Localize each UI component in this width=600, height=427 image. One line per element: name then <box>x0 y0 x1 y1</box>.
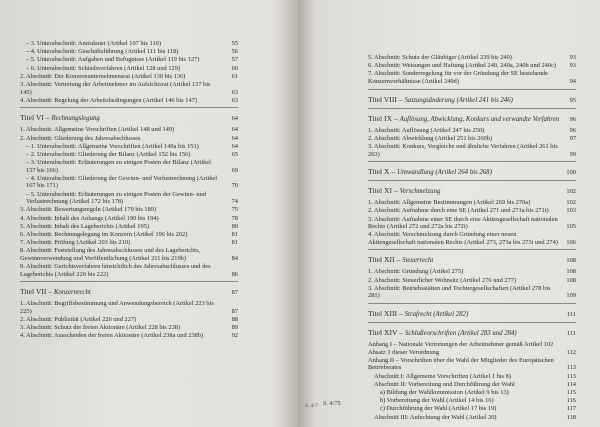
right-page <box>298 0 600 427</box>
page-number: 111 <box>566 311 576 319</box>
entry-text: – 5. Unterabschnitt: Aufgaben und Befugnisse (Artikel 119 bis 127) <box>26 56 200 64</box>
entry-text: 1. Abschnitt: Begriffsbestimmung und Anwendungsbereich (Artikel 223 bis 225) <box>20 300 214 315</box>
toc-entry <box>368 373 576 381</box>
heading-subtitle: Schlußvorschriften (Artikel 283 und 284) <box>404 330 517 338</box>
entry-text: – 1. Unterabschnitt: Allgemeine Vorschriften (Artikel 149a bis 151) <box>26 142 199 150</box>
entry-text: 3. Abschnitt: Aufnahme einer SE durch eine Aktiengesellschaft nationalen Rechts (Artikel 272 und 272a bis 272i) <box>368 215 558 231</box>
page-number: 64 <box>231 134 238 142</box>
page-number: 64 <box>231 115 238 123</box>
page-number: 112 <box>566 348 576 356</box>
toc-entry <box>20 73 238 81</box>
toc-entry <box>20 191 238 206</box>
page-number: 111 <box>566 330 576 338</box>
toc-entry <box>368 231 576 246</box>
page-number: 99 <box>569 150 576 158</box>
heading-title: Titel VII – <box>20 287 53 297</box>
toc-entry <box>20 40 238 48</box>
page-number: 105 <box>566 223 576 231</box>
entry-text: Abschnitt III: Anfechtung der Wahl (Artikel 20) <box>374 413 497 421</box>
page-number: 84 <box>231 254 238 262</box>
page-number: 70 <box>231 182 238 190</box>
section-heading <box>368 255 576 265</box>
toc-entry <box>20 239 238 247</box>
page-number: 64 <box>231 142 238 150</box>
entry-text: 3. Abschnitt: Bewertungsregeln (Artikel 179 bis 189) <box>20 206 157 214</box>
entry-text: 1. Abschnitt: Auflösung (Artikel 247 bis 250) <box>368 126 485 134</box>
table-of-contents-right <box>368 54 576 422</box>
heading-subtitle: Strafrecht (Artikel 282) <box>404 311 469 319</box>
divider <box>20 107 238 108</box>
page-number: 69 <box>231 166 238 174</box>
page-number-mark: S. 4/75 <box>323 400 341 407</box>
page-number: 115 <box>566 388 576 396</box>
entry-text: 3. Abschnitt: Betriebsstätten und Tochtergesellschaften (Artikel 278 bis 281) <box>368 284 551 300</box>
toc-entry <box>20 175 238 190</box>
entry-text: 1. Abschnitt: Gründung (Artikel 275) <box>368 268 464 276</box>
entry-text: – 5. Unterabschnitt: Erläuterungen zu einigen Posten der Gewinn- und Verlustrechnung (Artikel 172 bis 178) <box>26 190 206 206</box>
entry-text: – 4. Unterabschnitt: Geschäftsführung (Artikel 111 bis 118) <box>26 48 179 56</box>
entry-text: – 2. Unterabschnitt: Gliederung der Bilanz (Artikel 152 bis 156) <box>26 150 191 158</box>
toc-entry <box>20 215 238 223</box>
page-number: 75 <box>231 206 238 214</box>
page-number: 97 <box>569 134 576 142</box>
toc-entry <box>20 300 238 315</box>
page-number: 80 <box>231 222 238 230</box>
toc-entry <box>368 341 576 356</box>
heading-subtitle: Umwandlung (Artikel 264 bis 268) <box>397 169 492 177</box>
page-number: 93 <box>569 54 576 61</box>
page-number: 92 <box>231 332 238 340</box>
entry-text: Anhang II – Vorschriften über die Wahl der Mitglieder des Europäischen Betriebsrates <box>368 356 554 372</box>
page-number: 114 <box>566 380 576 388</box>
page-number: 55 <box>231 40 238 47</box>
page-number: 88 <box>231 316 238 324</box>
page-number: 87 <box>231 307 238 315</box>
page-number: 100 <box>566 169 576 177</box>
entry-text: 3. Abschnitt: Schutz der freien Aktionäre (Artikel 228 bis 238) <box>20 324 181 332</box>
section-heading <box>20 287 238 297</box>
toc-entry <box>368 389 576 397</box>
heading-subtitle: Rechnungslegung <box>51 115 100 123</box>
entry-text: 5. Abschnitt: Schutz der Gläubiger (Artikel 239 bis 240) <box>368 54 512 61</box>
divider <box>20 281 238 282</box>
entry-text: a) Bildung der Wahlkommission (Artikel 9 bis 13) <box>380 388 509 396</box>
entry-text: 6. Abschnitt: Rechnungslegung im Konzern (Artikel 196 bis 202) <box>20 230 188 238</box>
toc-entry <box>20 65 238 73</box>
page-number: 106 <box>566 238 576 246</box>
entry-text: 4. Abschnitt: Verschmelzung durch Gründung einer neuen Aktiengesellschaft nationalen Rechts (Artikel 273, 273a bis 273i und 274) <box>368 231 558 246</box>
page-number: 95 <box>569 96 576 104</box>
entry-text: 4. Abschnitt: Regelung der Arbeitsbedingungen (Artikel 146 bis 147) <box>20 96 197 104</box>
entry-text: 9. Abschnitt: Gerichtsverfahren hinsichtlich des Jahresabschlusses und des Lageberichts (Artikel 220 bis 222) <box>20 263 211 278</box>
page-number: 108 <box>566 276 576 284</box>
divider <box>368 108 576 109</box>
entry-text: – 3. Unterabschnitt: Erläuterungen zu einigen Posten der Bilanz (Artikel 157 bis 166) <box>26 159 211 174</box>
section-heading <box>368 95 576 105</box>
toc-entry <box>368 62 576 70</box>
divider <box>368 89 576 90</box>
toc-entry <box>20 48 238 56</box>
toc-entry <box>368 199 576 207</box>
page-number: 118 <box>566 413 576 421</box>
entry-text: Anhang I – Nationale Vertretungen der Arbeitnehmer gemäß Artikel 102 Absatz 1 dieser Verordnung <box>368 341 554 356</box>
toc-entry <box>20 143 238 151</box>
entry-text: 3. Abschnitt: Konkurs, Vergleiche und ähnliche Verfahren (Artikel 261 bis 263) <box>368 142 558 158</box>
divider <box>368 322 576 323</box>
entry-text: 6. Abschnitt: Weisungen und Haftung (Artikel 240, 240a, 240b und 240c) <box>368 62 557 70</box>
heading-title: Titel XI – <box>368 186 398 196</box>
toc-entry <box>368 207 576 215</box>
section-heading <box>20 113 238 123</box>
page-number: 108 <box>566 257 576 265</box>
page-number: 87 <box>231 289 238 297</box>
page-number: 96 <box>569 115 576 123</box>
entry-text: 2. Abschnitt: Publizität (Artikel 226 und 227) <box>20 316 137 324</box>
section-heading <box>368 114 576 124</box>
toc-entry <box>20 97 238 105</box>
entry-text: – 4. Unterabschnitt: Gliederung der Gewinn- und Verlustrechnung (Artikel 167 bis 171) <box>26 174 218 190</box>
page-number: 89 <box>231 324 238 332</box>
toc-entry <box>20 126 238 134</box>
heading-subtitle: Satzungsänderung (Artikel 241 bis 246) <box>404 96 513 104</box>
divider <box>368 161 576 162</box>
toc-entry <box>368 216 576 231</box>
divider <box>368 249 576 250</box>
toc-entry <box>368 54 576 62</box>
heading-subtitle: Verschmelzung <box>399 188 441 196</box>
entry-text: 4. Abschnitt: Inhalt des Anhangs (Artikel 190 bis 194) <box>20 214 159 222</box>
page-number: 102 <box>566 188 576 196</box>
page-number: 116 <box>566 397 576 405</box>
heading-title: Titel X – <box>368 167 396 177</box>
page-number: 113 <box>566 364 576 372</box>
toc-entry <box>368 357 576 372</box>
toc-entry <box>20 263 238 278</box>
page-number: 86 <box>231 270 238 278</box>
toc-entry <box>20 247 238 262</box>
entry-text: 8. Abschnitt: Feststellung des Jahresabschlusses und des Lageberichts, Gewinnverwendung und Veröffentlichung (Artikel 211 bis 219b) <box>20 247 201 262</box>
page-number: 117 <box>566 405 576 413</box>
page-number: 57 <box>231 56 238 64</box>
toc-entry <box>368 143 576 158</box>
toc-entry <box>20 332 238 340</box>
section-heading <box>368 309 576 319</box>
left-page <box>0 0 298 427</box>
heading-subtitle: Steuerrecht <box>402 257 434 265</box>
toc-entry <box>20 316 238 324</box>
entry-text: b) Vorbereitung der Wahl (Artikel 14 bis 16) <box>380 397 494 405</box>
section-heading <box>368 186 576 196</box>
toc-entry <box>368 381 576 389</box>
page-number: 64 <box>231 126 238 134</box>
page-number: 60 <box>231 64 238 72</box>
entry-text: 7. Abschnitt: Sonderregelung für vor der Gründung der SE bestehende Konzernverhältnisse (Artikel 240d) <box>368 70 548 85</box>
heading-title: Titel XII – <box>368 255 401 265</box>
divider <box>368 180 576 181</box>
toc-entry <box>368 135 576 143</box>
toc-entry <box>20 81 238 96</box>
toc-entry <box>20 135 238 143</box>
page-number: 108 <box>566 268 576 276</box>
entry-text: 2. Abschnitt: Steuerlicher Wohnsitz (Artikel 276 und 277) <box>368 276 517 284</box>
section-heading <box>368 167 576 177</box>
entry-text: 4. Abschnitt: Ausscheiden der freien Aktionäre (Artikel 238a und 238b) <box>20 332 204 340</box>
page-number: 61 <box>231 72 238 80</box>
page-number: 94 <box>569 77 576 85</box>
heading-title: Titel XIV – <box>368 328 404 338</box>
toc-entry <box>20 324 238 332</box>
heading-title: Titel VIII – <box>368 94 403 104</box>
entry-text: 2. Abschnitt: Aufnahme durch eine SE (Artikel 271 und 271a bis 271i) <box>368 207 549 215</box>
page-number: 102 <box>566 199 576 207</box>
entry-text: Abschnitt I: Allgemeine Vorschriften (Artikel 1 bis 8) <box>374 372 511 380</box>
divider <box>368 303 576 304</box>
page-number: 81 <box>231 230 238 238</box>
entry-text: 5. Abschnitt: Inhalt des Lageberichts (Artikel 195) <box>20 222 150 230</box>
page-number: 96 <box>569 126 576 134</box>
entry-text: – 3. Unterabschnitt: Amtsdauer (Artikel 107 bis 110) <box>26 40 162 47</box>
page-number: 63 <box>231 96 238 104</box>
section-heading <box>368 328 576 338</box>
page-number: 113 <box>566 372 576 380</box>
entry-text: 1. Abschnitt: Allgemeine Bestimmungen (Artikel 269 bis 270a) <box>368 199 531 207</box>
page-number-mark-small: S. 4/7 <box>305 403 318 409</box>
heading-subtitle: Auflösung, Abwicklung, Konkurs und verwandte Verfahren <box>399 115 560 123</box>
entry-text: 2. Abschnitt: Der Konzernunternehmensrat (Artikel 130 bis 136) <box>20 72 186 80</box>
page-number: 81 <box>231 239 238 247</box>
page-number: 103 <box>566 207 576 215</box>
page-number: 78 <box>231 214 238 222</box>
page-number: 65 <box>231 150 238 158</box>
page-number: 74 <box>231 198 238 206</box>
page-number: 63 <box>231 88 238 96</box>
toc-entry <box>368 405 576 413</box>
table-of-contents-left <box>20 40 238 341</box>
toc-entry <box>368 127 576 135</box>
entry-text: 7. Abschnitt: Prüfung (Artikel 203 bis 210) <box>20 239 131 247</box>
entry-text: 3. Abschnitt: Vertretung der Arbeitnehmer im Aufsichtsrat (Artikel 137 bis 145) <box>20 80 211 96</box>
toc-entry <box>20 151 238 159</box>
toc-entry <box>20 56 238 64</box>
toc-entry <box>20 159 238 174</box>
page-number: 56 <box>231 48 238 56</box>
toc-entry <box>368 414 576 422</box>
toc-entry <box>20 223 238 231</box>
entry-text: c) Durchführung der Wahl (Artikel 17 bis 19) <box>380 405 497 413</box>
heading-title: Titel VI – <box>20 113 50 123</box>
toc-entry <box>368 285 576 300</box>
entry-text: 2. Abschnitt: Abwicklung (Artikel 251 bis 260b) <box>368 134 493 142</box>
entry-text: Abschnitt II: Vorbereitung und Durchführung der Wahl <box>374 380 515 388</box>
page-number: 109 <box>566 292 576 300</box>
toc-entry <box>368 70 576 85</box>
toc-entry <box>368 268 576 276</box>
heading-title: Titel XIII – <box>368 309 403 319</box>
toc-entry <box>20 206 238 214</box>
heading-title: Titel IX – <box>368 113 398 123</box>
heading-subtitle: Konzernrecht <box>53 289 91 297</box>
entry-text: 1. Abschnitt: Allgemeine Vorschriften (Artikel 148 und 149) <box>20 126 175 134</box>
toc-entry <box>368 397 576 405</box>
toc-entry <box>20 231 238 239</box>
page-number: 93 <box>569 62 576 70</box>
entry-text: 2. Abschnitt: Gliederung des Jahresabschlusses <box>20 134 141 142</box>
entry-text: – 6. Unterabschnitt: Schiedsverfahren (Artikel 128 und 129) <box>26 64 181 72</box>
toc-entry <box>368 277 576 285</box>
